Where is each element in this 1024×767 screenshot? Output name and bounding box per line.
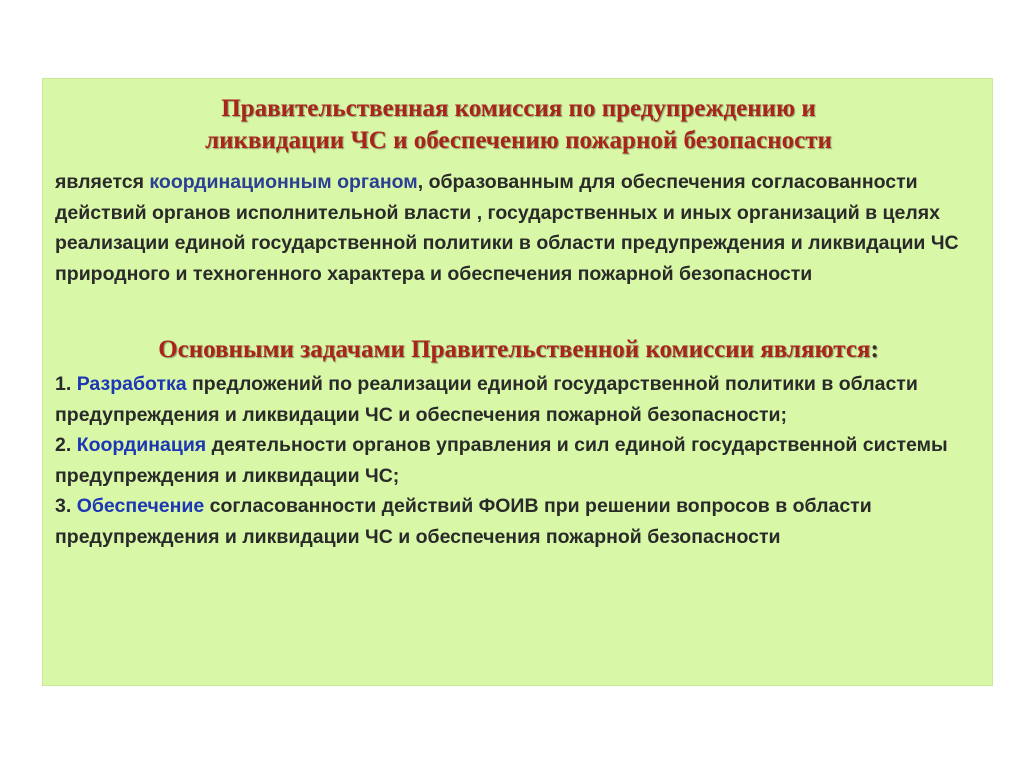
task-text: деятельности органов управления и сил единой государственной системы предупреждения и ликвидации ЧС; [55, 434, 948, 487]
task-item-2 [55, 430, 980, 491]
slide-title-line-1: Правительственная комиссия по предупреждению и [221, 95, 816, 122]
tasks-heading-colon: : [870, 336, 879, 363]
task-number: 3. [55, 495, 77, 517]
slide-title [43, 93, 994, 157]
definition-prefix: является [55, 171, 150, 193]
task-number: 1. [55, 373, 77, 395]
tasks-list [55, 369, 980, 552]
task-text: предложений по реализации единой государственной политики в области предупреждения и ликвидации ЧС и обеспечения пожарной безопасности; [55, 373, 918, 426]
definition-paragraph [55, 167, 980, 289]
task-keyword: Обеспечение [76, 495, 205, 517]
content-panel [42, 78, 993, 686]
definition-highlight: координационным органом [149, 171, 418, 193]
definition-rest: , образованным для обеспечения согласованности действий органов исполнительной власти , государственных и иных организаций в целях реализации единой государственной политики в области предупреждения и ликвидации ЧС природного и техногенного характера и обеспечения пожарной безопасности [55, 171, 959, 285]
tasks-heading [43, 334, 994, 366]
task-number: 2. [55, 434, 77, 456]
task-keyword: Координация [76, 434, 207, 456]
task-item-1 [55, 369, 980, 430]
slide-title-line-2: ликвидации ЧС и обеспечению пожарной безопасности [205, 127, 832, 154]
task-keyword: Разработка [76, 373, 187, 395]
task-item-3 [55, 491, 980, 552]
task-text: согласованности действий ФОИВ при решении вопросов в области предупреждения и ликвидации ЧС и обеспечения пожарной безопасности [55, 495, 872, 548]
tasks-heading-text: Основными задачами Правительственной комиссии являются [158, 336, 871, 363]
